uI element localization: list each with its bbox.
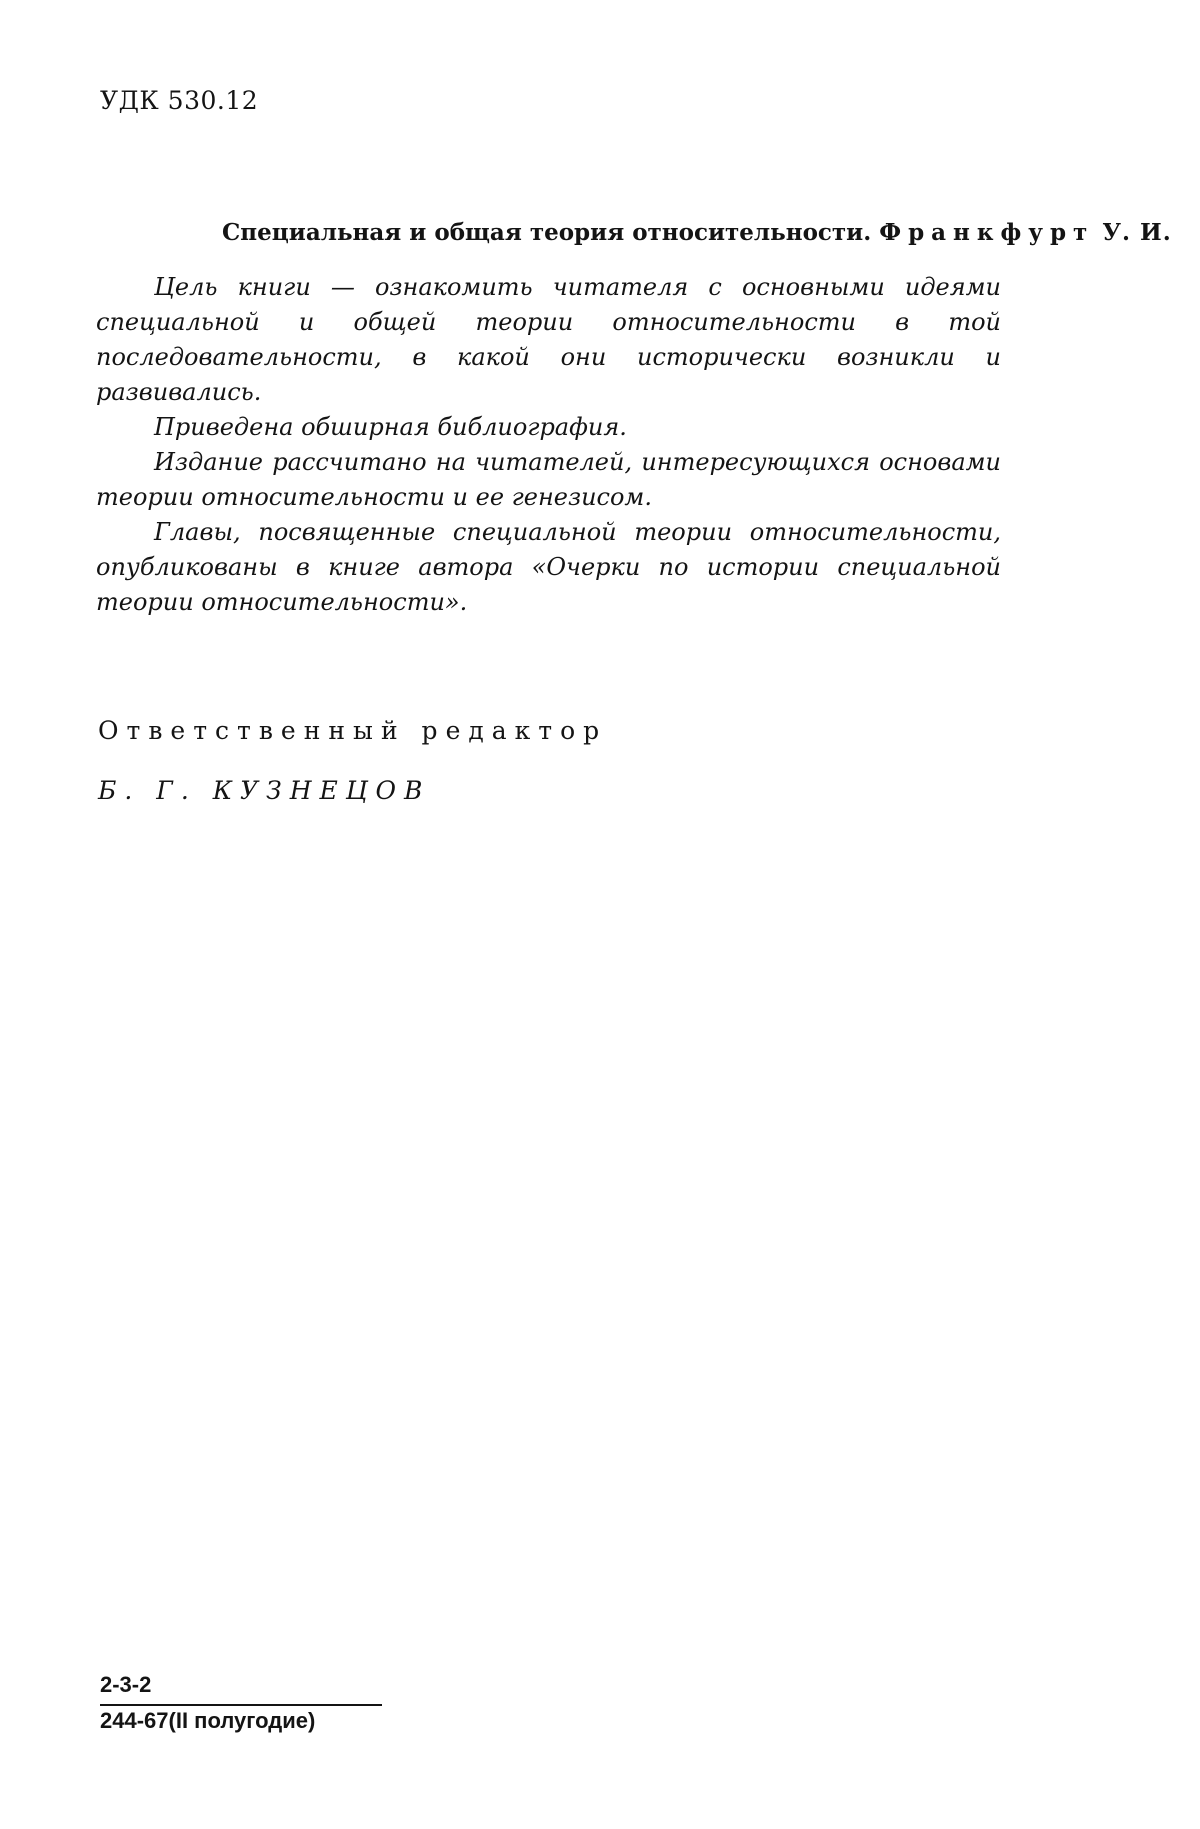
annotation bbox=[96, 270, 1001, 620]
responsible-editor-name: Б. Г. КУЗНЕЦОВ bbox=[98, 776, 431, 805]
divider-line bbox=[100, 1704, 382, 1706]
index-code: 2-3-2 bbox=[100, 1672, 152, 1697]
udk-code: УДК 530.12 bbox=[100, 86, 259, 115]
book-title: Специальная и общая теория относительности. bbox=[222, 219, 872, 246]
annotation-paragraph: Главы, посвященные специальной теории относительности, опубликованы в книге автора «Очерки по истории специальной теории относительности». bbox=[96, 518, 1001, 616]
annotation-paragraph: Цель книги — ознакомить читателя с основными идеями специальной и общей теории относительности в той последовательности, в какой они исторически возникли и развивались. bbox=[96, 273, 1001, 406]
author-initials: У. И. bbox=[1102, 219, 1172, 246]
responsible-editor-label: Ответственный редактор bbox=[98, 716, 608, 745]
plan-code: 244-67(II полугодие) bbox=[100, 1708, 316, 1733]
annotation-paragraph: Приведена обширная библиография. bbox=[154, 413, 627, 441]
publication-codes bbox=[100, 1667, 315, 1739]
annotation-paragraph: Издание рассчитано на читателей, интересующихся основами теории относительности и ее генезисом. bbox=[96, 448, 1001, 511]
author-surname: Франкфурт bbox=[879, 219, 1095, 246]
bibliographic-headline bbox=[222, 219, 1172, 246]
